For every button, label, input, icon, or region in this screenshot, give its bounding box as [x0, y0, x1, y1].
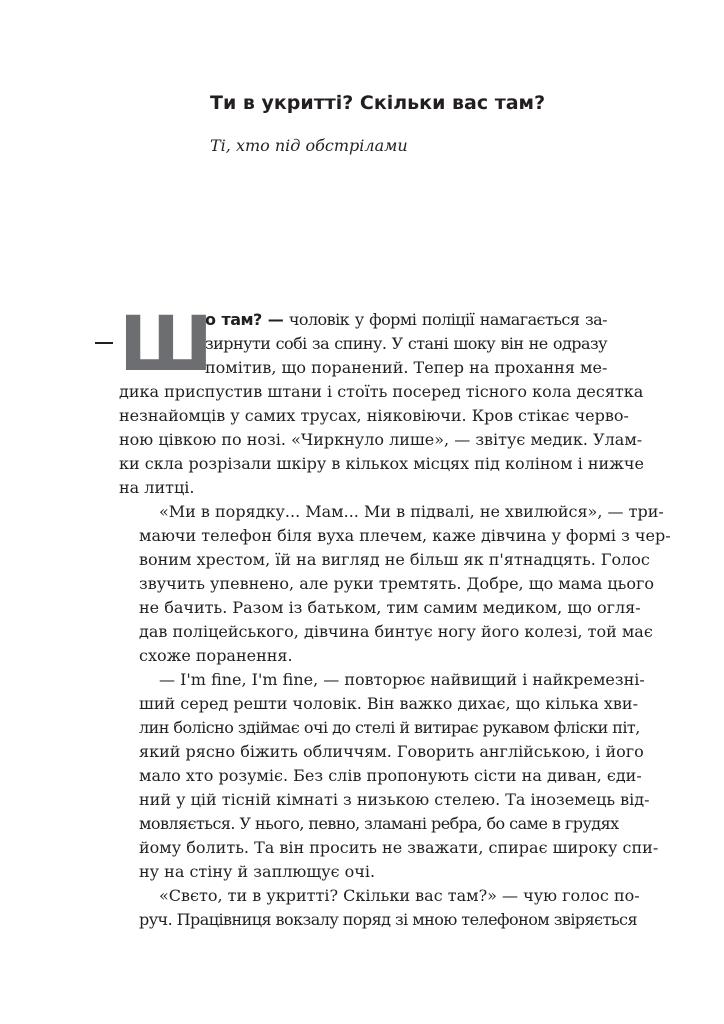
chapter-subtitle: Ті, хто під обстрілами [210, 136, 408, 155]
lead-in: о там? — [205, 310, 284, 329]
text-line: ною цівкою по нозі. «Чиркнуло лише», — звітує медик. Улам- [119, 430, 643, 449]
text-line: помітив, що поранений. Тепер на прохання ме- [205, 358, 608, 377]
text-line: схоже поранення. [139, 646, 293, 665]
chapter-title: Ти в укритті? Скільки вас там? [210, 92, 546, 114]
paragraph-4 [119, 884, 640, 932]
text-line: дика приспустив штани і стоїть посеред тісного кола десятка [119, 382, 644, 401]
text-line: який рясно біжить обличчям. Говорить англійською, і його [139, 742, 644, 761]
text-line: дав поліцейського, дівчина бинтує ногу його колезі, той має [139, 622, 653, 641]
dialogue-dash [95, 342, 113, 344]
text-line: не бачить. Разом із батьком, тим самим медиком, що огля- [139, 598, 641, 617]
text-line: «Свєто, ти в укритті? Скільки вас там?» — чую голос по- [159, 886, 640, 905]
text-line: ки скла розрізали шкіру в кількох місцях під коліном і нижче [119, 454, 644, 473]
text-line: ний у цій тісній кімнаті з низькою стелею. Та іноземець від- [139, 790, 650, 809]
text-line: воним хрестом, їй на вигляд не більш як п'ятнадцять. Голос [139, 550, 650, 569]
text-line: — I'm fine, I'm fine, — повторює найвищий і найкремезні- [159, 670, 645, 689]
text-line: незнайомців у самих трусах, ніяковіючи. Кров стікає черво- [119, 406, 629, 425]
text-line: на литці. [119, 478, 195, 497]
drop-cap [119, 299, 213, 388]
text-line: ну на стіну й заплющує очі. [139, 862, 376, 881]
text-line: зирнути собі за спину. У стані шоку він не одразу [205, 334, 607, 353]
text-line: руч. Працівниця вокзалу поряд зі мною телефоном звіряється [139, 910, 637, 929]
paragraph-1 [119, 299, 644, 500]
text-line: «Ми в порядку... Мам... Ми в підвалі, не хвилюйся», — три- [159, 502, 664, 521]
paragraph-2 [119, 500, 671, 668]
text-line: йому болить. Та він просить не зважати, спирає широку спи- [139, 838, 659, 857]
text-line: мало хто розуміє. Без слів пропонують сісти на диван, єди- [139, 766, 642, 785]
text-line: маючи телефон біля вуха плечем, каже дівчина у формі з чер- [139, 526, 671, 545]
text-line: звучить упевнено, але руки тремтять. Добре, що мама цього [139, 574, 654, 593]
text-line: о там? — чоловік у формі поліції намагається за- [205, 310, 607, 329]
paragraph-3 [119, 668, 659, 884]
text-line: мовляється. У нього, певно, зламані ребра, бо саме в грудях [139, 814, 619, 833]
drop-cap-letter: Ш [119, 299, 213, 388]
text-line: лин болісно здіймає очі до стелі й витирає рукавом фліски піт, [139, 718, 640, 737]
body-text [119, 299, 671, 932]
text-line: ший серед решти чоловік. Він важко дихає, що кілька хви- [139, 694, 638, 713]
